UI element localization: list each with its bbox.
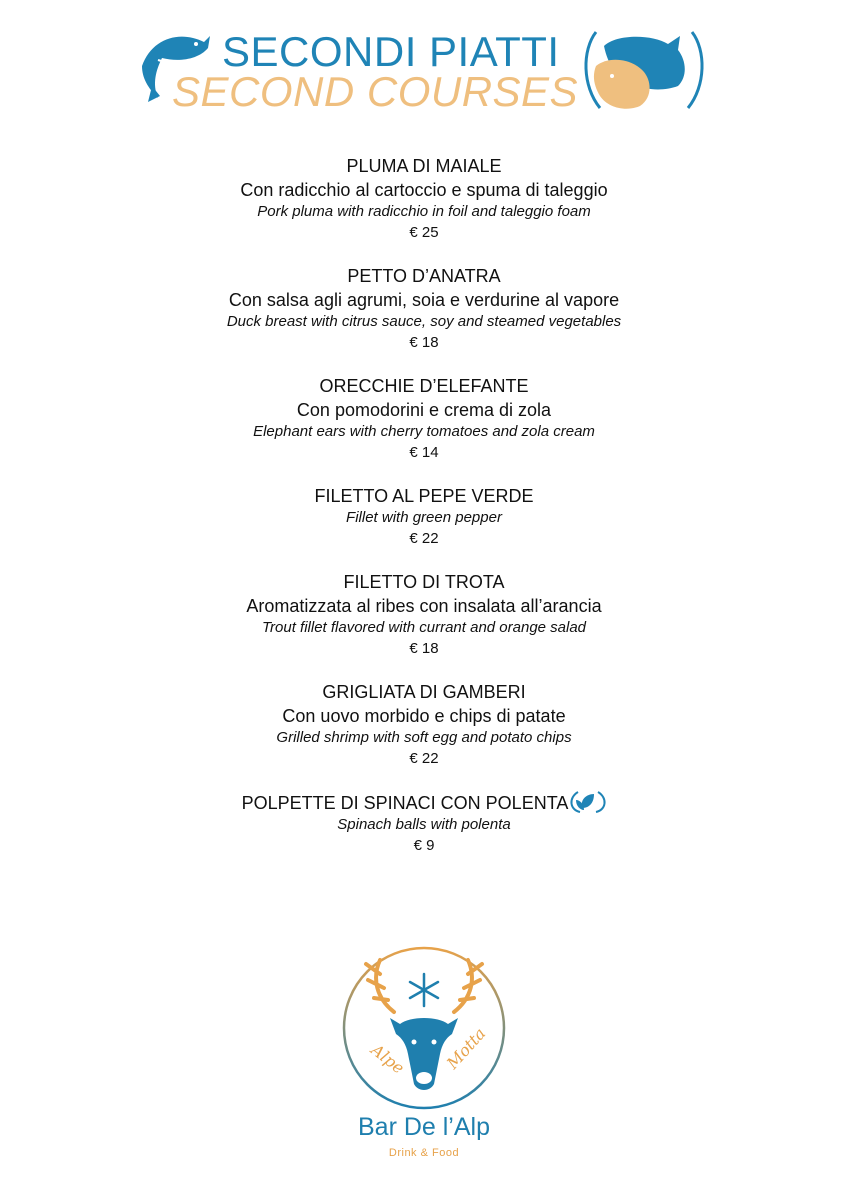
dish-name: PLUMA DI MAIALE (346, 156, 502, 176)
dish-price: € 9 (413, 837, 435, 854)
dish-description: Con pomodorini e crema di zola (296, 400, 552, 420)
menu-header (0, 0, 848, 130)
dish-price: € 25 (409, 224, 439, 241)
cow-pig-icon (582, 26, 706, 114)
dish-english: Spinach balls with polenta (337, 816, 511, 833)
dish-description: Con salsa agli agrumi, soia e verdurine al vapore (228, 290, 620, 310)
dish-price: € 18 (409, 640, 439, 657)
dish-item (0, 374, 848, 464)
dish-english: Grilled shrimp with soft egg and potato chips (276, 729, 572, 746)
dish-item (0, 154, 848, 244)
dish-english: Pork pluma with radicchio in foil and taleggio foam (257, 203, 591, 220)
dish-price: € 18 (409, 334, 439, 351)
dish-item (0, 790, 848, 857)
ring-text-left: Alpe (367, 1040, 408, 1078)
dish-item (0, 570, 848, 660)
dish-name-row (0, 790, 848, 815)
dish-name: GRIGLIATA DI GAMBERI (322, 682, 526, 702)
bar-logo (314, 934, 534, 1178)
dish-name: ORECCHIE D’ELEFANTE (319, 376, 529, 396)
dish-description: Con uovo morbido e chips di patate (282, 706, 566, 726)
dish-item (0, 680, 848, 770)
section-title: SECONDI PIATTI (222, 28, 560, 75)
brand-tagline: Drink & Food (388, 1147, 460, 1159)
dish-english: Duck breast with citrus sauce, soy and steamed vegetables (226, 313, 622, 330)
dish-english: Elephant ears with cherry tomatoes and zola cream (253, 423, 595, 440)
dish-name: FILETTO DI TROTA (343, 572, 505, 592)
dish-description: Aromatizzata al ribes con insalata all’arancia (246, 596, 602, 616)
dish-name: PETTO D’ANATRA (347, 266, 501, 286)
section-title-english: SECOND COURSES (172, 68, 579, 115)
dish-list (0, 154, 848, 877)
dish-item (0, 484, 848, 550)
dish-price: € 22 (409, 750, 439, 767)
dish-english: Fillet with green pepper (346, 509, 502, 526)
vegetarian-leaf-icon (570, 790, 606, 814)
ring-text-right: Motta (442, 1023, 490, 1073)
dish-name: POLPETTE DI SPINACI CON POLENTA (241, 793, 569, 813)
dish-item (0, 264, 848, 354)
deer-snowflake-icon (314, 934, 534, 1112)
brand-name: Bar De l’Alp (358, 1113, 490, 1141)
dish-price: € 14 (409, 444, 439, 461)
dish-name: FILETTO AL PEPE VERDE (314, 486, 534, 506)
dish-description: Con radicchio al cartoccio e spuma di taleggio (240, 180, 608, 200)
dish-english: Trout fillet flavored with currant and orange salad (261, 619, 587, 636)
dish-price: € 22 (409, 530, 439, 547)
